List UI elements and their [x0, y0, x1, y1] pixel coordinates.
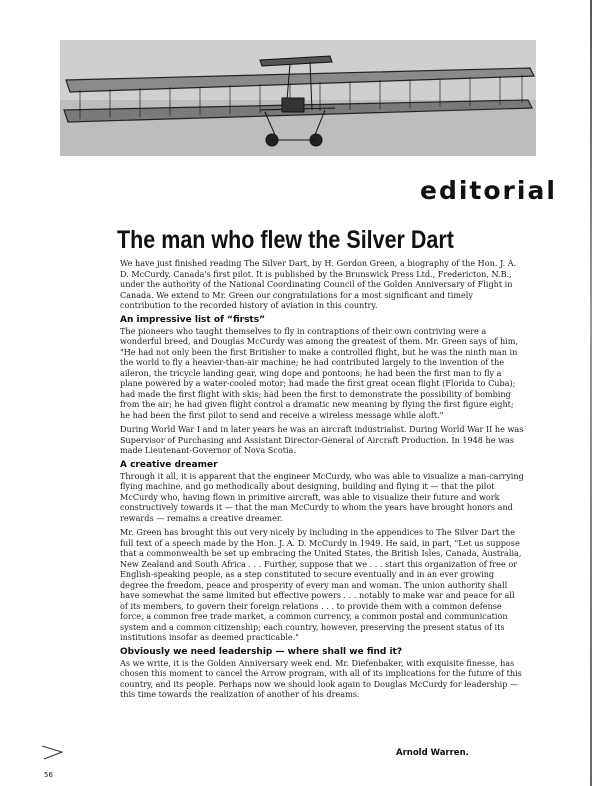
- section-heading: A creative dreamer: [120, 459, 218, 470]
- section-heading: Obviously we need leadership — where shall we find it?: [120, 646, 403, 657]
- article-paragraph: Mr. Green has brought this out very nicely by including in the appendices to The Silver Dart the full text of a speech made by the Hon. J. A. D. McCurdy in 1949. He said, in part, "Let us suppose that a commonwealth be set up embracing the United States, the British Isles, Canada, Australia, New Zealand and South Africa . . . Further, suppose that we . . . start this organization of free or English-speaking people, as a step constituted to secure eventually and in an ever growing degree the freedom, peace and prosperity of every man and woman. The union authority shall have somewhat the same limited but effective powers . . . notably to make war and peace for all of its members, to govern their foreign relations . . . to provide them with a common defense force, a common free trade market, a common currency, a common postal and communication system and a common citizenship; each country, however, preserving the present status of its institutions insofar as deemed practicable.": [120, 527, 522, 642]
- article-body: [120, 258, 524, 704]
- article-paragraph: Through it all, it is apparent that the engineer McCurdy, who was able to visualize a man-carrying flying machine, and go methodically about designing, building and flying it — that the pilot McCurdy who, having flown in primitive aircraft, was able to visualize their future and work constructively towards it — that the man McCurdy to whom the years have brought honors and rewards — remains a creative dreamer.: [120, 470, 524, 523]
- article-paragraph: The pioneers who taught themselves to fly in contraptions of their own contriving were a wonderful breed, and Douglas McCurdy was among the greatest of them. Mr. Green says of him, "He had not only been the first Britisher to make a controlled flight, but he was the ninth man in the world to fly a heavier-than-air machine; he had contributed largely to the invention of the aileron, the tricycle landing gear, wing dope and pontoons; he had been the first man to fly a plane powered by a water-cooled motor; had made the first great ocean flight (Florida to Cuba); had made the first flight with skis; had been the first to demonstrate the possibility of bombing from the air; he had given flight control a dramatic new meaning by flying the first figure eight; he had been the first pilot to send and receive a wireless message while aloft.": [120, 325, 519, 420]
- silver-dart-illustration: [60, 40, 536, 156]
- scan-edge: [590, 0, 592, 786]
- aeroplane-photo: [60, 40, 536, 156]
- article-title: The man who flew the Silver Dart: [117, 226, 454, 254]
- section-heading: An impressive list of “firsts”: [120, 314, 266, 325]
- article-paragraph: As we write, it is the Golden Anniversary week end. Mr. Diefenbaker, with exquisite finesse, has chosen this moment to cancel the Arrow program, with all of its implications for the future of this country, and its people. Perhaps now we should look again to Douglas McCurdy for leadership — this time towards the realization of another of his dreams.: [120, 657, 522, 699]
- article-intro: We have just finished reading The Silver Dart, by H. Gordon Green, a biography of the Hon. J. A. D. McCurdy, Canada's first pilot. It is published by the Brunswick Press Ltd., Fredericton, N.B., under the authority of the National Coordinating Council of the Golden Anniversary of Flight in Canada. We extend to Mr. Green our congratulations for a most significant and timely contribution to the recorded history of aviation in this country.: [120, 258, 517, 310]
- author-signature: Arnold Warren.: [396, 748, 469, 758]
- page-number: 56: [44, 771, 53, 779]
- article-paragraph: During World War I and in later years he was an aircraft industrialist. During World War II he was Supervisor of Purchasing and Assistant Director-General of Aircraft Production. In 1948 he was made Lieutenant-Governor of Nova Scotia.: [120, 424, 524, 455]
- section-label: editorial: [420, 176, 557, 205]
- pen-mark-icon: [40, 742, 66, 762]
